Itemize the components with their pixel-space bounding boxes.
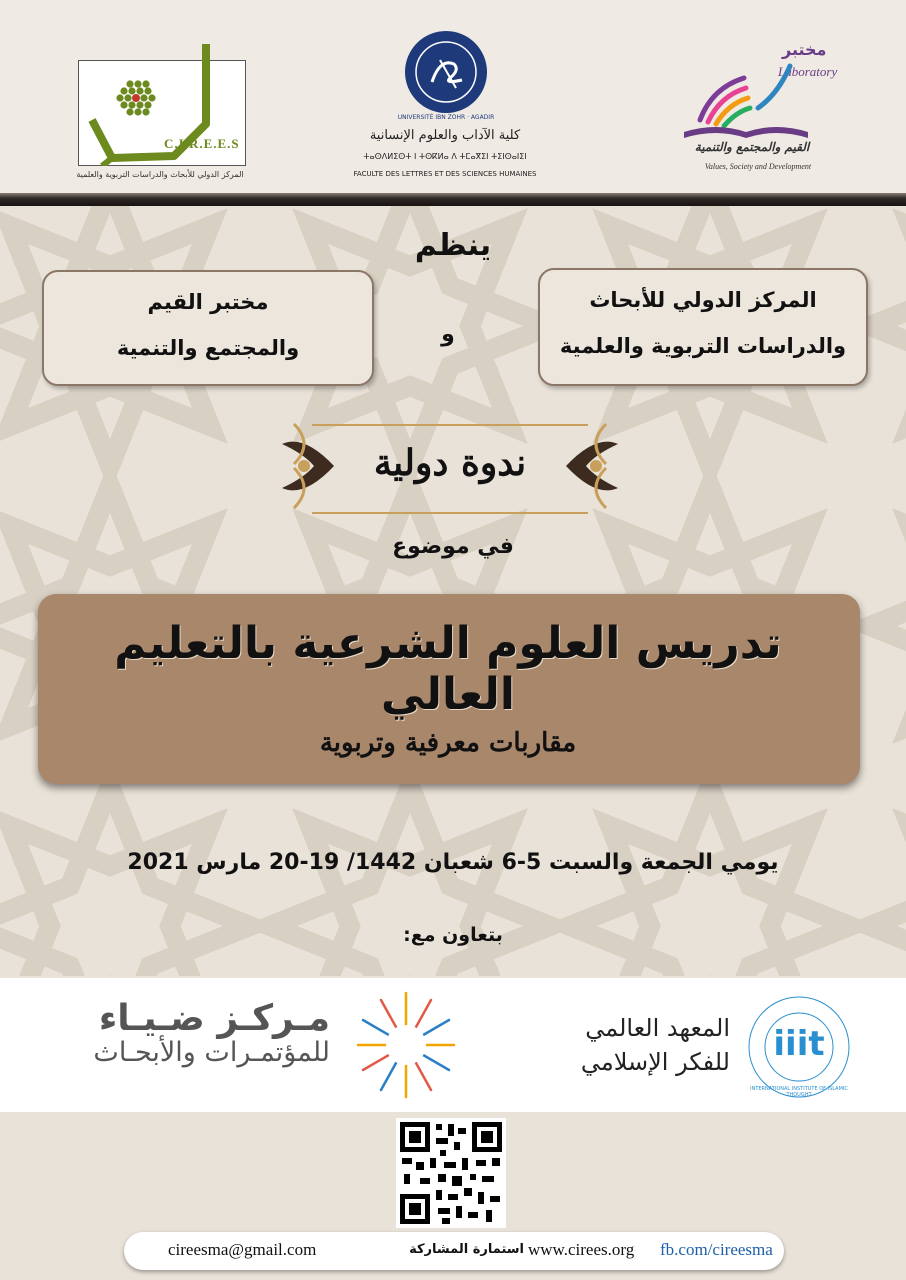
diaa-line1: مـركـز ضـيـاء [98, 998, 330, 1039]
header [0, 0, 906, 196]
contact-facebook[interactable] [660, 1240, 773, 1260]
event-type: ندوة دولية [373, 442, 527, 484]
lab-latin: Laboratory [778, 64, 838, 79]
header-divider [0, 193, 906, 206]
form-icon-stack [384, 1238, 524, 1257]
faculty-name-fr: FACULTE DES LETTRES ET DES SCIENCES HUMAINES [353, 170, 537, 178]
lab-logo [682, 38, 852, 178]
iiit-line1: المعهد العالمي [585, 1014, 730, 1042]
org-cirees-line1: المركز الدولي للأبحاث [589, 288, 817, 312]
lab-title: مختبر [782, 40, 827, 59]
contact-email[interactable]: cireesma@gmail.com [168, 1240, 317, 1259]
cirees-abbr: C.I.R.E.E.S [164, 136, 240, 151]
conjunction: و [441, 322, 455, 347]
diaa-logo-text [30, 998, 330, 1068]
qr-code-icon [396, 1118, 506, 1228]
ornament-right-icon [556, 414, 626, 518]
org-box-lab [42, 270, 374, 386]
cooperation-label: بتعاون مع: [403, 924, 503, 946]
iiit-name [530, 1014, 730, 1076]
cirees-logo [78, 38, 246, 166]
lab-name: القيم والمجتمع والتنمية [694, 140, 810, 154]
university-name: UNIVERSITÉ IBN ZOHR · AGADIR [397, 114, 495, 121]
org-cirees-line2: والدراسات التربوية والعلمية [559, 334, 847, 358]
faculty-name-tifinagh: ⵜⴰⵙⴷⵍⵉⵙⵜ ⵏ ⵜⵙⴽⵍⴰ ⴷ ⵜⵎⴰⴳⵉⵏ ⵜⵉⵏⵙⴰⵏⵉⵏ [363, 152, 527, 161]
org-lab-line2: والمجتمع والتنمية [116, 336, 300, 360]
iiit-ring-text: INTERNATIONAL INSTITUTE OF ISLAMIC THOUGHT [750, 1086, 848, 1098]
participation-form-link[interactable]: استمارة المشاركة [409, 1242, 524, 1257]
main-banner [38, 594, 860, 784]
contact-bar [124, 1232, 784, 1270]
event-title-frame [274, 414, 626, 518]
facebook-handle: cireesma [712, 1240, 773, 1259]
org-box-cirees [538, 268, 868, 386]
faculty-name-ar: كلية الآداب والعلوم الإنسانية [369, 128, 521, 143]
iiit-mark: iiit [773, 1024, 825, 1064]
facebook-prefix: fb.com/ [660, 1240, 713, 1259]
org-lab-line1: مختبر القيم [147, 290, 269, 314]
main-title: تدريس العلوم الشرعية بالتعليم العالي [114, 618, 782, 720]
partners-band [0, 978, 906, 1112]
organizes-label: ينظم [414, 228, 492, 263]
lab-en: Values, Society and Development [704, 162, 812, 171]
cirees-caption: المركز الدولي للأبحاث والدراسات التربوية والعلمية [76, 170, 244, 179]
diaa-sunburst-icon [356, 988, 456, 1102]
iiit-logo [740, 988, 858, 1106]
qr-code[interactable] [396, 1118, 506, 1228]
event-date: يومي الجمعة والسبت 5-6 شعبان 1442/ 19-20 مارس 2021 [127, 850, 779, 875]
rainbow-book-icon [682, 58, 812, 138]
diaa-line2: للمؤتمـرات والأبحـاث [93, 1037, 330, 1068]
subtitle: مقاربات معرفية وتربوية [319, 728, 577, 758]
university-seal [404, 30, 488, 114]
iiit-line2: للفكر الإسلامي [580, 1048, 730, 1076]
topic-intro: في موضوع [392, 534, 514, 559]
seal-icon [404, 30, 488, 114]
contact-website[interactable]: www.cirees.org [528, 1240, 635, 1259]
